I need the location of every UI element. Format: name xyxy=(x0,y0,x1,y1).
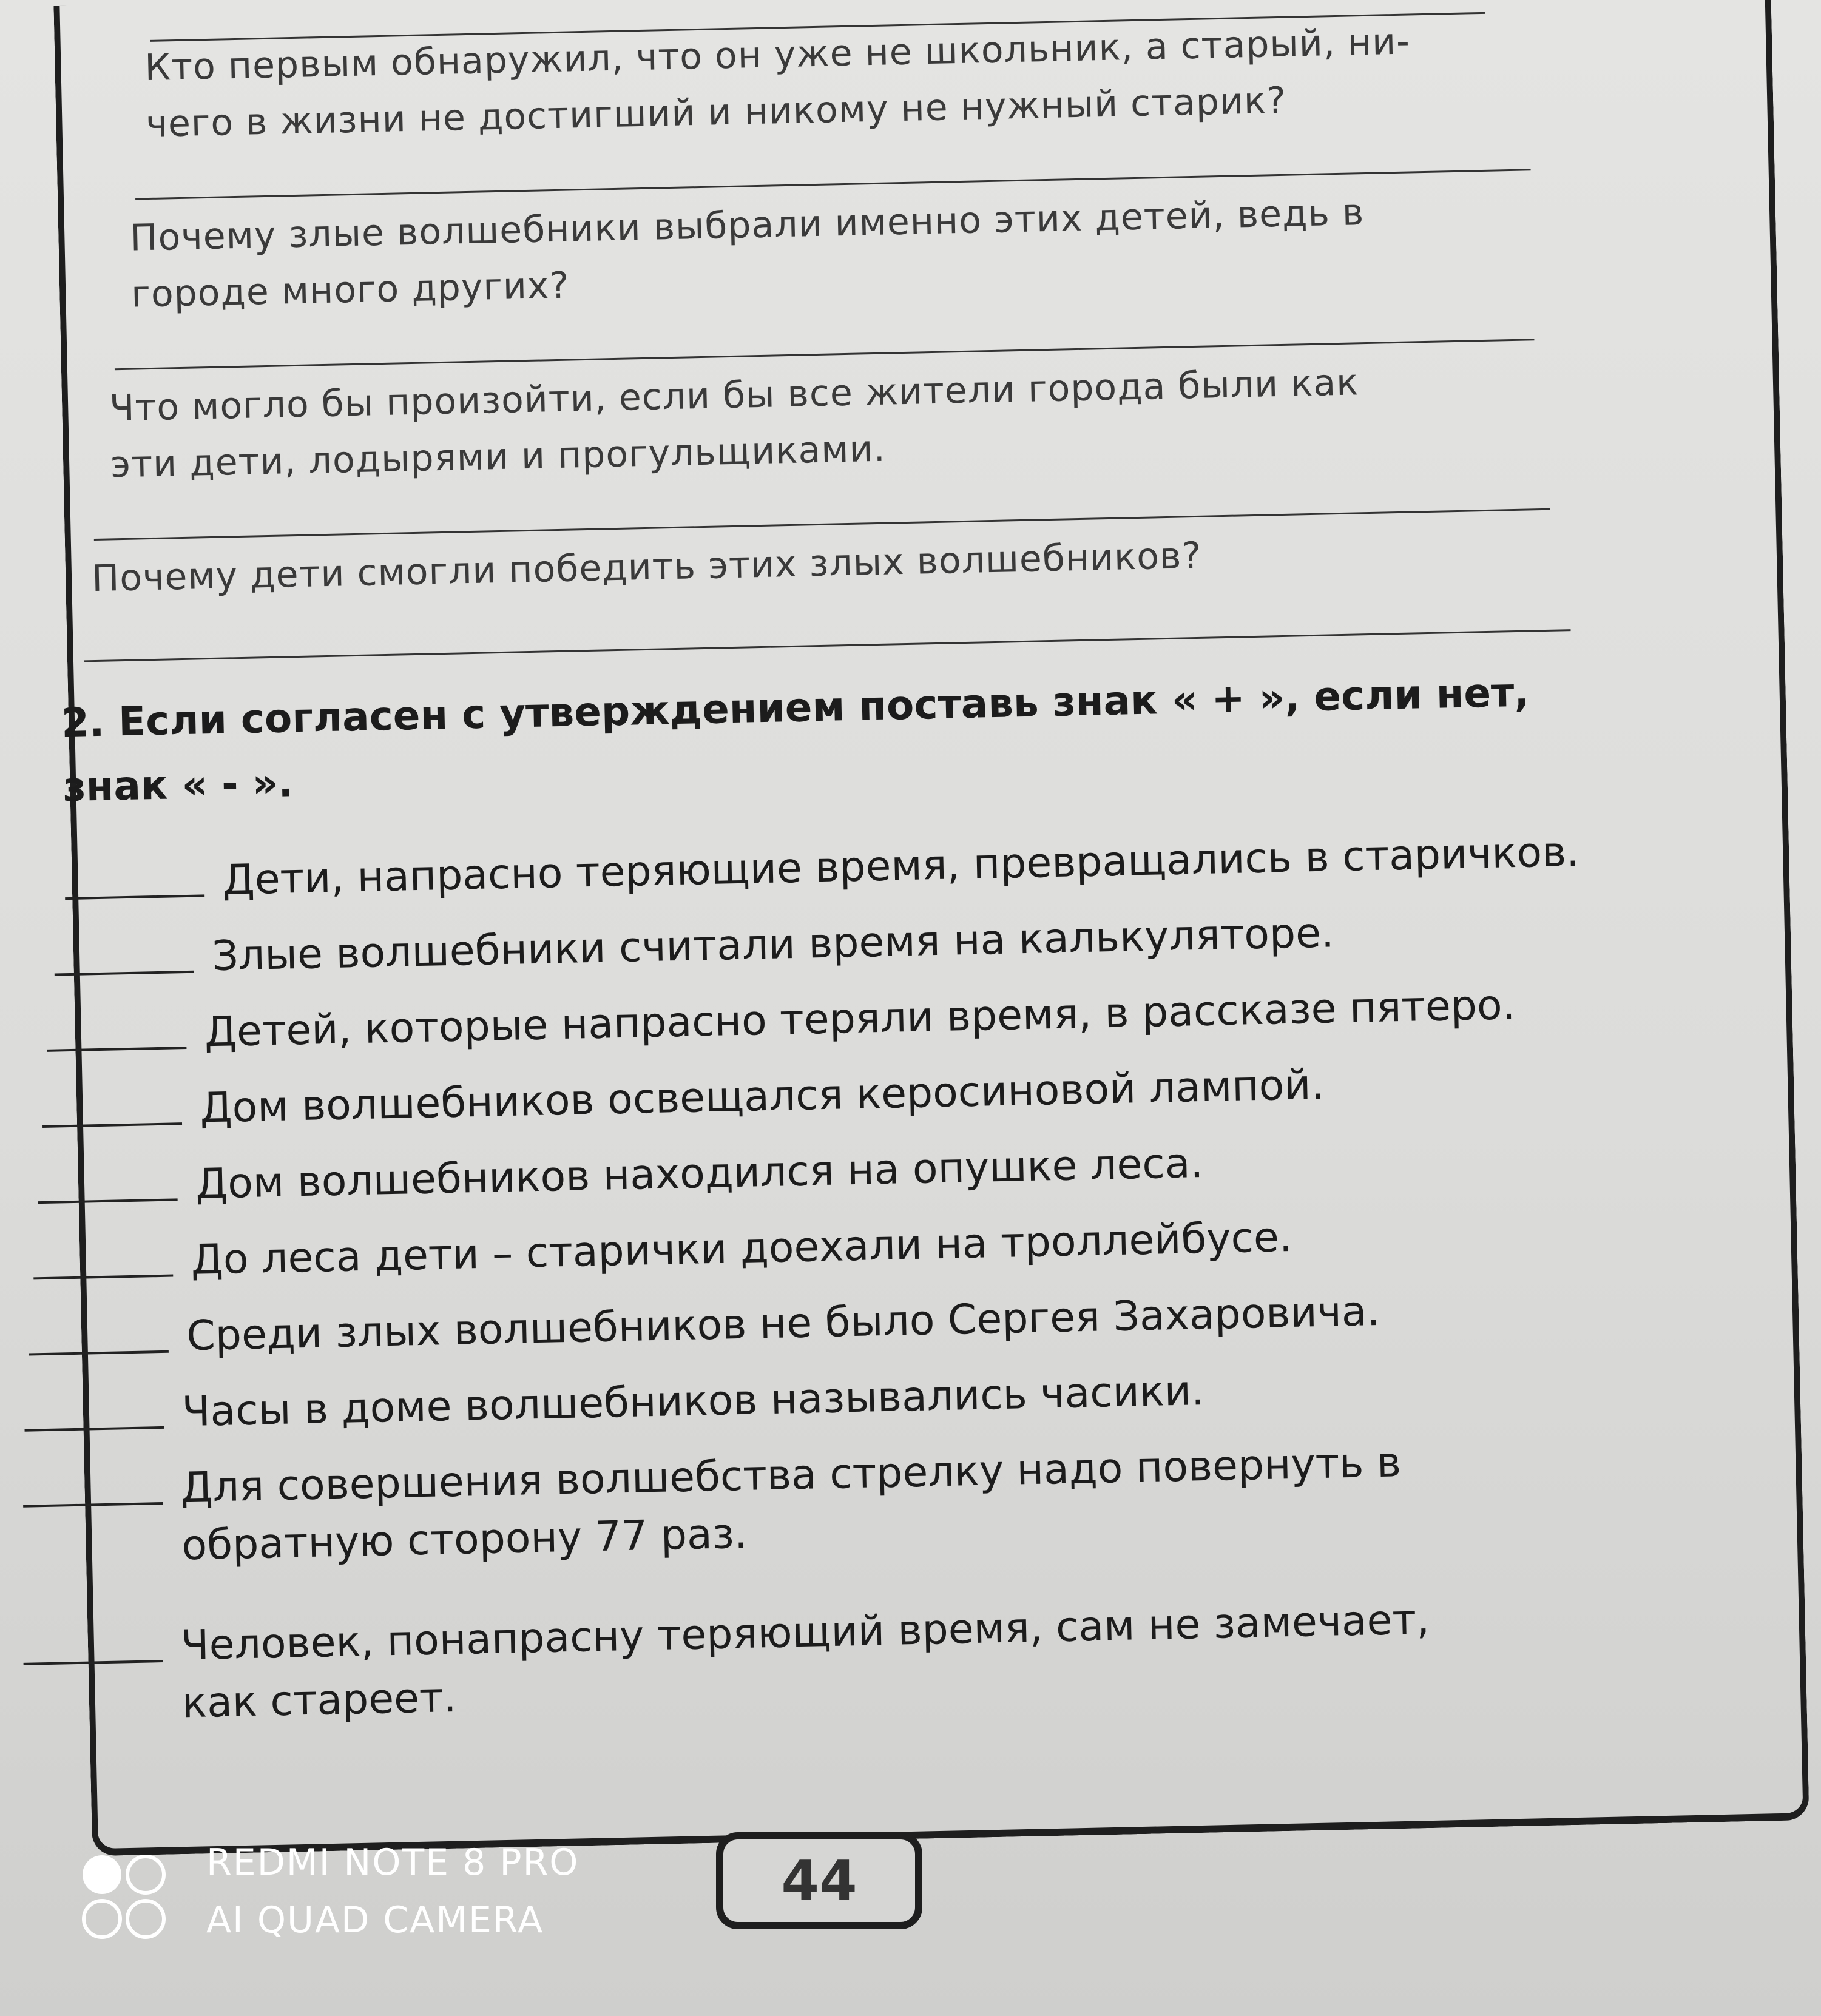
answer-blank[interactable] xyxy=(53,928,194,976)
statement-row xyxy=(53,897,1692,989)
camera-lens-icon xyxy=(79,1847,170,1944)
statement-text: Дом волшебников освещался керосиновой лампой. xyxy=(199,1060,1325,1133)
answer-blank[interactable] xyxy=(46,1004,186,1052)
statement-row xyxy=(33,1201,1672,1293)
answer-blank[interactable] xyxy=(42,1080,182,1128)
answer-blank[interactable] xyxy=(22,1460,163,1508)
question-1: Кто первым обнаружил, что он уже не школьник, а старый, ни- чего в жизни не достигший и никому не нужный старик? xyxy=(144,20,1411,146)
statement-text: Злые волшебники считали время на калькуляторе. xyxy=(211,909,1335,981)
answer-blank[interactable] xyxy=(28,1308,168,1356)
statement-row xyxy=(24,1352,1663,1445)
answer-blank[interactable] xyxy=(22,1617,163,1665)
statement-text: Детей, которые напрасно теряли время, в рассказе пятеро. xyxy=(204,981,1516,1057)
watermark-camera: AI QUAD CAMERA xyxy=(206,1899,544,1941)
answer-blank[interactable] xyxy=(24,1384,164,1432)
statement-row xyxy=(22,1586,1663,1736)
statement-text: Среди злых волшебников не было Сергея Захаровича. xyxy=(186,1287,1380,1361)
task-2-heading: 2. Если согласен с утверждением поставь знак « + », если нет, знак « - ». xyxy=(61,669,1530,811)
question-2: Почему злые волшебники выбрали именно этих детей, ведь в городе много других? xyxy=(129,191,1365,316)
statement-text: Человек, понапрасну теряющий время, сам не замечает, как стареет. xyxy=(180,1596,1430,1728)
answer-blank[interactable] xyxy=(37,1156,177,1204)
question-3: Что могло бы произойти, если бы все жители города были как эти дети, лодырями и прогульщиками. xyxy=(109,361,1360,487)
question-4: Почему дети смогли победить этих злых волшебников? xyxy=(91,534,1202,601)
watermark-model: REDMI NOTE 8 PRO xyxy=(206,1841,579,1884)
statement-row xyxy=(22,1428,1663,1578)
statement-text: Для совершения волшебства стрелку надо повернуть в обратную сторону 77 раз. xyxy=(180,1438,1402,1570)
statement-row xyxy=(64,821,1703,913)
answer-blank[interactable] xyxy=(64,852,204,900)
statement-row xyxy=(28,1276,1667,1369)
statement-text: До леса дети – старички доехали на троллейбусе. xyxy=(190,1213,1293,1284)
statement-text: Дом волшебников находился на опушке леса. xyxy=(195,1139,1204,1209)
statement-text: Часы в доме волшебников назывались часики. xyxy=(181,1367,1205,1437)
statement-row xyxy=(42,1048,1681,1141)
answer-blank[interactable] xyxy=(33,1232,173,1280)
statement-row xyxy=(37,1125,1676,1217)
statement-row xyxy=(46,973,1685,1065)
page-number: 44 xyxy=(716,1832,922,1929)
statement-text: Дети, напрасно теряющие время, превращались в старичков. xyxy=(221,828,1580,905)
answer-line xyxy=(84,629,1571,662)
camera-watermark xyxy=(79,1835,625,1957)
